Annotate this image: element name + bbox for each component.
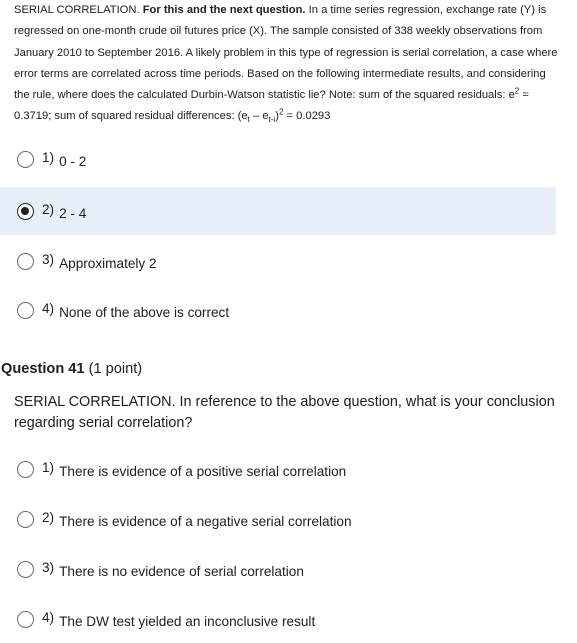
question-40-sup-2: 2 [278,107,284,117]
q40-option-2-number: 2) [42,201,55,217]
question-40-text [14,0,559,128]
question-40-body: In a time series regression, exchange rate (Y) is regressed on one-month crude oil futures price (X). The sample consisted of 338 weekly observations from January 2010 to September 2016. A likely problem in this type of regression is serial correlation, a case where error terms are correlated across time periods. Based on the following intermediate results, and considering the rule, where does the calculated Durbin-Watson statistic lie? Note: sum of the squared residuals: e [14,4,558,102]
q41-option-2-number: 2) [42,509,55,525]
question-41-header [1,361,142,377]
question-40-body-4: ) [275,110,279,123]
q40-option-3[interactable] [0,237,556,285]
q40-option-3-radio[interactable] [17,253,34,270]
q40-option-2-label: 2 - 4 [59,205,87,221]
q41-option-4-radio[interactable] [17,611,34,628]
question-40-sup-1: 2 [514,86,520,96]
question-40-body-5: = 0.0293 [286,110,331,123]
q41-option-4-label: The DW test yielded an inconclusive result [59,613,316,629]
question-40-bold-note: For this and the next question. [142,4,306,16]
q40-option-1-radio[interactable] [17,151,34,168]
question-41-title: Question 41 [1,361,85,377]
question-40-label: SERIAL CORRELATION. [14,4,140,16]
q40-option-4-label: None of the above is correct [59,304,230,320]
q41-option-1-label: There is evidence of a positive serial correlation [59,463,347,479]
question-40-sub-1: t [247,115,250,125]
q41-option-2[interactable] [0,495,556,543]
q41-option-3-radio[interactable] [17,561,34,578]
question-40-body-3: – e [252,110,269,123]
q41-option-4-number: 4) [42,609,55,625]
q41-option-1-number: 1) [42,459,55,475]
q40-option-1[interactable] [0,135,556,183]
q40-option-4-radio[interactable] [17,302,34,319]
question-40-body-2: = 0.3719; sum of squared residual differences: (e [14,89,529,123]
q41-option-1[interactable] [0,445,556,493]
question-40-sub-2: t-i [268,115,276,125]
question-41-points: (1 point) [88,361,143,377]
q41-option-3-label: There is no evidence of serial correlation [59,563,304,579]
q40-option-2[interactable] [0,187,556,235]
q40-option-1-number: 1) [42,149,55,165]
q41-option-3-number: 3) [42,559,55,575]
q41-option-4[interactable] [0,595,556,643]
q41-option-2-radio[interactable] [17,511,34,528]
q40-option-2-radio[interactable] [17,203,34,220]
q40-option-4[interactable] [0,286,556,334]
question-41-text: SERIAL CORRELATION. In reference to the above question, what is your conclusion regarding serial correlation? [14,394,555,431]
q40-option-3-label: Approximately 2 [59,255,157,271]
q41-option-2-label: There is evidence of a negative serial correlation [59,513,352,529]
q40-option-4-number: 4) [42,300,55,316]
q41-option-1-radio[interactable] [17,461,34,478]
q40-option-1-label: 0 - 2 [59,153,87,169]
q41-option-3[interactable] [0,545,556,593]
q40-option-3-number: 3) [42,251,55,267]
